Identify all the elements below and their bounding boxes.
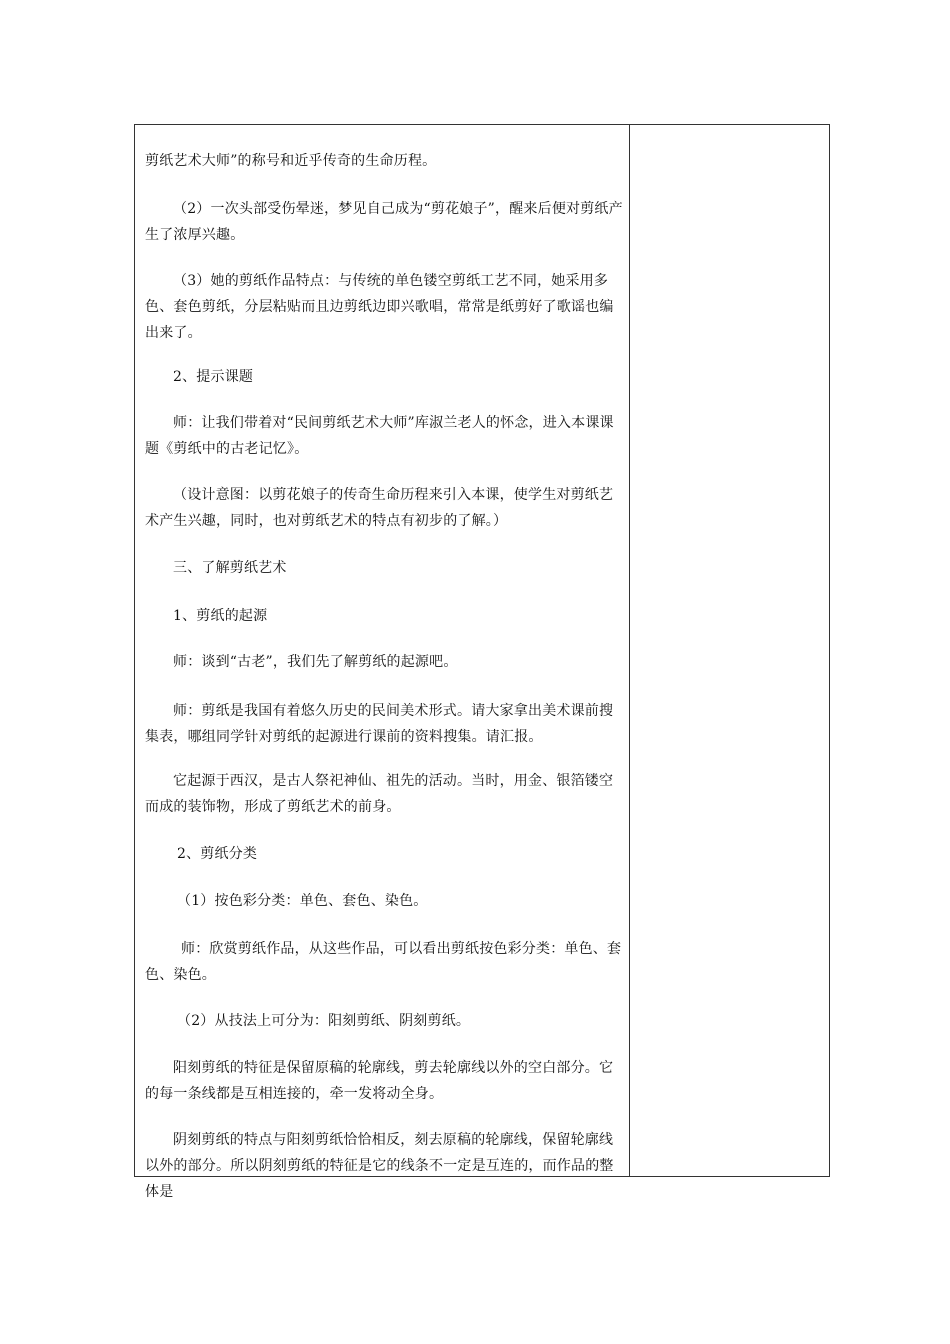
lesson-content-cell [135, 125, 629, 1200]
paragraph: 师：让我们带着对“民间剪纸艺术大师”库淑兰老人的怀念，进入本课课题《剪纸中的古老记忆》。 [145, 415, 614, 457]
paragraph: （2）从技法上可分为：阳刻剪纸、阴刻剪纸。 [177, 1013, 471, 1029]
paragraph: 师：欣赏剪纸作品，从这些作品，可以看出剪纸按色彩分类：单色、套色、染色。 [145, 941, 622, 983]
paragraph: （3）她的剪纸作品特点：与传统的单色镂空剪纸工艺不同，她采用多色、套色剪纸，分层粘贴而且边剪纸边即兴歌唱，常常是纸剪好了歌谣也编出来了。 [145, 273, 614, 341]
paragraph: 师：谈到“古老”，我们先了解剪纸的起源吧。 [173, 654, 458, 670]
paragraph: 它起源于西汉，是古人祭祀神仙、祖先的活动。当时，用金、银箔镂空而成的装饰物，形成了剪纸艺术的前身。 [145, 773, 614, 815]
section-heading: 2、提示课题 [173, 369, 254, 385]
section-heading: 1、剪纸的起源 [173, 608, 268, 624]
paragraph: 阳刻剪纸的特征是保留原稿的轮廓线，剪去轮廓线以外的空白部分。它的每一条线都是互相连接的，牵一发将动全身。 [145, 1060, 614, 1102]
section-heading: 2、剪纸分类 [177, 846, 258, 862]
notes-cell [630, 125, 829, 1176]
paragraph: 剪纸艺术大师”的称号和近乎传奇的生命历程。 [145, 153, 437, 169]
paragraph: （1）按色彩分类：单色、套色、染色。 [177, 893, 428, 909]
paragraph: 阴刻剪纸的特点与阳刻剪纸恰恰相反，刻去原稿的轮廓线，保留轮廓线以外的部分。所以阴刻剪纸的特征是它的线条不一定是互连的，而作品的整体是 [145, 1132, 614, 1200]
paragraph: 师：剪纸是我国有着悠久历史的民间美术形式。请大家拿出美术课前搜集表，哪组同学针对剪纸的起源进行课前的资料搜集。请汇报。 [145, 703, 614, 745]
section-heading: 三、了解剪纸艺术 [173, 560, 287, 576]
design-intent-note: （设计意图：以剪花娘子的传奇生命历程来引入本课，使学生对剪纸艺术产生兴趣，同时，也对剪纸艺术的特点有初步的了解。） [145, 487, 614, 529]
lesson-table [134, 124, 830, 1200]
paragraph: （2）一次头部受伤晕迷，梦见自己成为“剪花娘子”，醒来后便对剪纸产生了浓厚兴趣。 [145, 201, 623, 243]
